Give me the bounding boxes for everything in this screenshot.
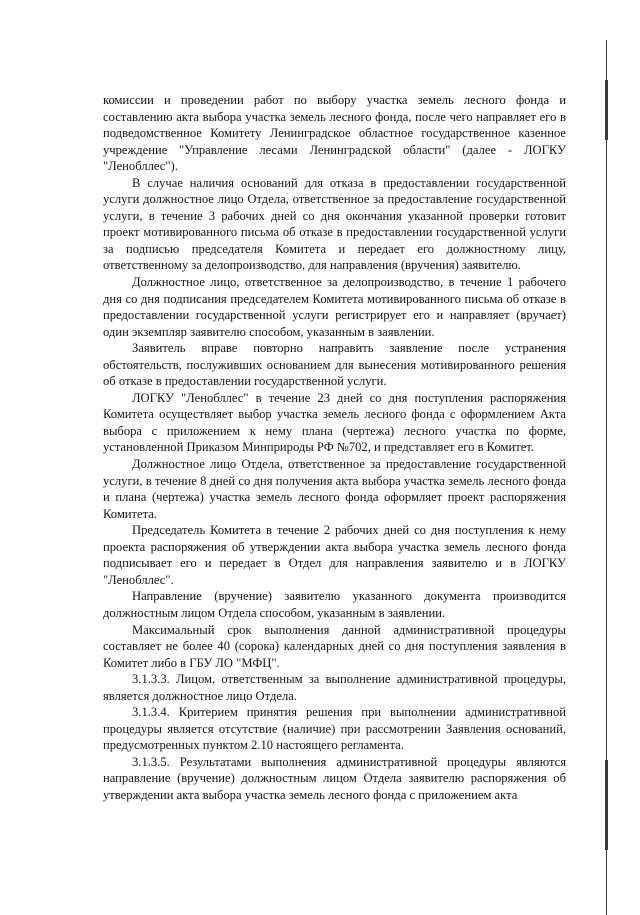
paragraph: Должностное лицо, ответственное за делопроизводство, в течение 1 рабочего дня со дня подписания председателем Комитета мотивированного письма об отказе в предоставлении государственной услуги регистрирует его и направляет (вручает) один экземпляр заявителю способом, указанным в заявлении. <box>103 275 566 339</box>
paragraph: 3.1.3.5. Результатами выполнения административной процедуры являются направление (вручение) должностным лицом Отдела заявителю распоряжения об утверждении акта выбора участка земель лесного фонда с приложением акта <box>103 754 566 802</box>
paragraph: ЛОГКУ "Ленобллес" в течение 23 дней со дня поступления распоряжения Комитета осуществляет выбор участка земель лесного фонда с оформлением Акта выбора с приложением к нему плана (чертежа) лесного участка по форме, установленной Приказом Минприроды РФ №702, и представляет его в Комитет. <box>103 390 566 455</box>
paragraph: 3.1.3.3. Лицом, ответственным за выполнение административной процедуры, является должностное лицо Отдела. <box>103 672 566 703</box>
document-body <box>103 92 566 804</box>
paragraph: Направление (вручение) заявителю указанного документа производится должностным лицом Отдела способом, указанным в заявлении. <box>103 589 566 620</box>
paragraph: Заявитель вправе повторно направить заявление после устранения обстоятельств, послуживших основанием для вынесения мотивированного решения об отказе в предоставлении государственной услуги. <box>103 341 566 389</box>
paragraph: 3.1.3.4. Критерием принятия решения при выполнении административной процедуры является отсутствие (наличие) при рассмотрении Заявления оснований, предусмотренных пунктом 2.10 настоящего регламента. <box>103 705 566 753</box>
paragraph: Должностное лицо Отдела, ответственное за предоставление государственной услуги, в течение 8 дней со дня получения акта выбора участка земель лесного фонда и плана (чертежа) участка земель лесного фонда оформляет проект распоряжения Комитета. <box>103 457 566 521</box>
paragraph: В случае наличия оснований для отказа в предоставлении государственной услуги должностное лицо Отдела, ответственное за предоставление государственной услуги, в течение 3 рабочих дней со дня окончания указанной проверки готовит проект мотивированного письма об отказе в предоставлении государственной услуги за подписью председателя Комитета и передает его должностному лицу, ответственному за делопроизводство, для направления (вручения) заявителю. <box>103 175 566 273</box>
paragraph: комиссии и проведении работ по выбору участка земель лесного фонда и составлению акта выбора участка земель лесного фонда, после чего направляет его в подведомственное Комитету Ленинградское областное государственное казенное учреждение "Управление лесами Ленинградской области" (далее - ЛОГКУ "Ленобллес"). <box>103 93 566 174</box>
paragraph: Председатель Комитета в течение 2 рабочих дней со дня поступления к нему проекта распоряжения об утверждении акта выбора участка земель лесного фонда подписывает его и передает в Отдел для направления заявителю и в ЛОГКУ "Ленобллес". <box>103 523 566 587</box>
paragraph: Максимальный срок выполнения данной административной процедуры составляет не более 40 (сорока) календарных дней со дня поступления заявления в Комитет либо в ГБУ ЛО "МФЦ". <box>103 622 566 670</box>
scan-border-mark <box>605 760 608 850</box>
scan-border-mark <box>605 80 608 140</box>
